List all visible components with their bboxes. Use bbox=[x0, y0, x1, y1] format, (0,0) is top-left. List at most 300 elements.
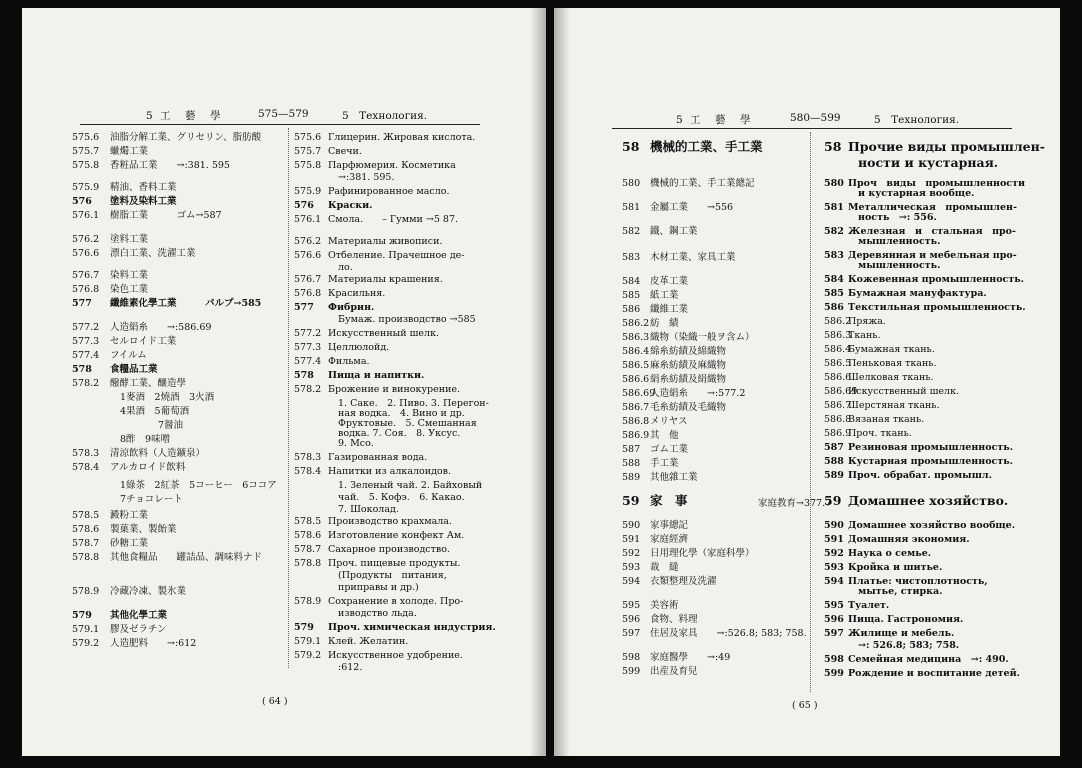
entry-number: 577.3 bbox=[72, 336, 100, 347]
entry-text: и кустарная вообще. bbox=[858, 188, 975, 199]
index-entry bbox=[622, 628, 807, 639]
header-ru-section: 5 Технология. bbox=[874, 114, 960, 126]
index-entry bbox=[72, 462, 185, 473]
entry-number: 575.9 bbox=[72, 182, 100, 193]
entry-number: 576.6 bbox=[294, 250, 322, 261]
index-entry bbox=[72, 378, 186, 389]
index-entry bbox=[72, 524, 177, 535]
entry-text: Кройка и шитье. bbox=[848, 562, 943, 573]
entry-text: 家庭教育→377.7 bbox=[758, 498, 832, 509]
index-entry bbox=[824, 456, 1013, 467]
entry-number: 578.3 bbox=[72, 448, 100, 459]
entry-text: 家事總記 bbox=[650, 520, 689, 531]
entry-text: Резиновая промышленность. bbox=[848, 442, 1013, 453]
entry-text: 紙工業 bbox=[650, 290, 679, 301]
entry-number: 577.4 bbox=[72, 350, 100, 361]
entry-number: 578.9 bbox=[72, 586, 100, 597]
index-entry bbox=[72, 132, 261, 143]
header-rule bbox=[612, 128, 1012, 129]
index-entry bbox=[294, 504, 399, 515]
entry-text: 冷藏冷凍、製氷業 bbox=[110, 586, 187, 597]
entry-number: 578 bbox=[72, 364, 92, 375]
entry-text: 7醤油 bbox=[120, 420, 184, 431]
entry-number: 596 bbox=[622, 614, 641, 625]
entry-text: Искусственный шелк. bbox=[328, 328, 440, 339]
entry-text: Фибрин. bbox=[328, 302, 375, 313]
entry-number: 578.4 bbox=[294, 466, 322, 477]
index-entry bbox=[72, 146, 148, 157]
entry-number: 583 bbox=[622, 252, 641, 263]
index-entry bbox=[824, 600, 889, 611]
entry-number: 586.9 bbox=[824, 428, 852, 439]
entry-text: Домашняя экономия. bbox=[848, 534, 970, 545]
entry-number: 578.3 bbox=[294, 452, 322, 463]
entry-text: Домашнее хозяйство вообще. bbox=[848, 520, 1016, 531]
header-jp-section: 5 工 藝 學 bbox=[676, 114, 753, 126]
entry-text: Клей. Желатин. bbox=[328, 636, 409, 647]
entry-text: 手工業 bbox=[650, 458, 679, 469]
index-entry bbox=[72, 284, 148, 295]
index-entry bbox=[294, 288, 385, 299]
entry-number: 595 bbox=[622, 600, 641, 611]
index-entry bbox=[294, 622, 496, 633]
entry-text: 住居及家具 →:526.8; 583; 758. bbox=[650, 628, 807, 639]
entry-number: 58 bbox=[824, 139, 842, 154]
entry-number: 585 bbox=[622, 290, 641, 301]
entry-number: 578.7 bbox=[72, 538, 100, 549]
entry-number: 586.69 bbox=[824, 386, 858, 397]
entry-number: 597 bbox=[622, 628, 641, 639]
entry-text: Кожевенная промышленность. bbox=[848, 274, 1024, 285]
entry-number: 584 bbox=[824, 274, 844, 285]
entry-text: 日用理化學（家庭科學） bbox=[650, 548, 755, 559]
index-entry bbox=[622, 600, 679, 611]
index-entry bbox=[622, 614, 698, 625]
column-divider bbox=[288, 128, 289, 668]
index-entry bbox=[294, 438, 374, 449]
entry-text: 1綠茶 2紅茶 5コーヒー 6ココア bbox=[120, 480, 277, 491]
index-entry bbox=[824, 358, 936, 369]
entry-number: 578.6 bbox=[294, 530, 322, 541]
entry-text: мытье, стирка. bbox=[858, 586, 943, 597]
entry-text: 8酢 9味噌 bbox=[120, 434, 171, 445]
index-entry bbox=[294, 570, 447, 581]
index-entry bbox=[294, 302, 374, 313]
entry-text: 紡 績 bbox=[650, 318, 679, 329]
entry-text: 9. Мсо. bbox=[338, 438, 374, 449]
entry-text: Краски. bbox=[328, 200, 373, 211]
entry-number: 582 bbox=[622, 226, 641, 237]
entry-number: 576.1 bbox=[72, 210, 100, 221]
entry-number: 586.4 bbox=[622, 346, 650, 357]
entry-number: 577 bbox=[72, 298, 92, 309]
index-entry bbox=[72, 586, 186, 597]
index-entry bbox=[824, 288, 987, 299]
entry-number: 576.7 bbox=[72, 270, 100, 281]
entry-number: 576 bbox=[72, 196, 92, 207]
entry-number: 586 bbox=[824, 302, 844, 313]
entry-text: Сахарное производство. bbox=[328, 544, 450, 555]
entry-number: 59 bbox=[824, 493, 842, 508]
entry-text: Металлическая промышлен- bbox=[848, 202, 1017, 213]
entry-text: Свечи. bbox=[328, 146, 362, 157]
index-entry bbox=[294, 558, 460, 569]
entry-text: Проч. химическая индустрия. bbox=[328, 622, 496, 633]
entry-number: 579.1 bbox=[294, 636, 322, 647]
header-ru-section: 5 Технология. bbox=[342, 110, 428, 122]
entry-text: Парфюмерия. Косметика bbox=[328, 160, 456, 171]
index-entry bbox=[622, 430, 679, 441]
index-entry bbox=[824, 470, 992, 481]
entry-number: 579 bbox=[72, 610, 92, 621]
entry-text: Отбеление. Прачешное де- bbox=[328, 250, 465, 261]
entry-number: 599 bbox=[824, 668, 844, 679]
index-entry bbox=[72, 392, 214, 403]
entry-number: 59 bbox=[622, 493, 640, 508]
header-range: 575—579 bbox=[258, 108, 309, 120]
index-entry bbox=[824, 414, 924, 425]
entry-number: 576.1 bbox=[294, 214, 322, 225]
index-entry bbox=[294, 250, 465, 261]
header-rule bbox=[80, 124, 480, 125]
index-entry bbox=[72, 434, 170, 445]
index-entry bbox=[294, 384, 460, 395]
index-entry bbox=[622, 548, 755, 559]
entry-text: 織物（染織一般ヲ含ム） bbox=[650, 332, 755, 343]
index-entry bbox=[294, 342, 389, 353]
entry-text: 家庭醫學 →:49 bbox=[650, 652, 731, 663]
index-entry bbox=[622, 444, 688, 455]
index-entry bbox=[72, 270, 148, 281]
entry-number: 578.6 bbox=[72, 524, 100, 535]
index-entry bbox=[294, 636, 408, 647]
index-entry bbox=[824, 628, 954, 639]
index-entry bbox=[824, 260, 940, 271]
index-entry bbox=[294, 662, 362, 673]
entry-number: 594 bbox=[622, 576, 641, 587]
spine-shadow bbox=[554, 8, 570, 756]
entry-text: чай. 5. Кофэ. 6. Какао. bbox=[338, 492, 465, 503]
entry-text: 塗料及染料工業 bbox=[110, 196, 177, 207]
entry-number: 587 bbox=[824, 442, 844, 453]
index-entry bbox=[294, 132, 475, 143]
entry-text: Газированная вода. bbox=[328, 452, 428, 463]
index-entry bbox=[72, 298, 261, 309]
index-entry bbox=[824, 156, 998, 170]
entry-number: 577.4 bbox=[294, 356, 322, 367]
entry-text: 油脂分解工業、グリセリン、脂肪酸 bbox=[110, 132, 262, 143]
index-entry bbox=[72, 494, 183, 505]
index-entry bbox=[72, 182, 177, 193]
index-entry bbox=[622, 666, 698, 677]
index-entry bbox=[824, 668, 1020, 679]
entry-number: 582 bbox=[824, 226, 844, 237]
entry-number: 575.8 bbox=[72, 160, 100, 171]
entry-number: 598 bbox=[824, 654, 844, 665]
index-entry bbox=[824, 372, 934, 383]
entry-text: 其他雜工業 bbox=[650, 472, 698, 483]
index-entry bbox=[72, 638, 196, 649]
entry-text: Жилище и мебель. bbox=[848, 628, 955, 639]
entry-number: 576.2 bbox=[72, 234, 100, 245]
entry-text: 樹脂工業 ゴム→587 bbox=[110, 210, 222, 221]
entry-number: 586.6 bbox=[622, 374, 650, 385]
index-entry bbox=[824, 586, 942, 597]
index-entry bbox=[622, 202, 733, 213]
entry-text: Материалы крашения. bbox=[328, 274, 443, 285]
entry-text: 金屬工業 →556 bbox=[650, 202, 734, 213]
entry-number: 598 bbox=[622, 652, 641, 663]
entry-number: 586.8 bbox=[824, 414, 852, 425]
entry-number: 578.2 bbox=[294, 384, 322, 395]
entry-number: 575.9 bbox=[294, 186, 322, 197]
index-entry bbox=[294, 452, 427, 463]
index-entry bbox=[622, 140, 763, 154]
index-entry bbox=[824, 188, 974, 199]
index-entry bbox=[824, 330, 880, 341]
entry-text: Пища. Гастрономия. bbox=[848, 614, 964, 625]
entry-number: 575.6 bbox=[294, 132, 322, 143]
entry-text: Проч. пищевые продукты. bbox=[328, 558, 461, 569]
index-entry bbox=[72, 406, 189, 417]
entry-number: 593 bbox=[622, 562, 641, 573]
index-entry bbox=[622, 494, 688, 508]
index-entry bbox=[622, 290, 679, 301]
entry-text: 食糧品工業 bbox=[110, 364, 158, 375]
index-entry bbox=[824, 494, 1008, 508]
index-entry bbox=[72, 480, 277, 491]
entry-text: 毛糸紡績及毛織物 bbox=[650, 402, 727, 413]
column-divider bbox=[810, 132, 811, 692]
entry-text: 其他化學工業 bbox=[110, 610, 168, 621]
entry-number: 578.9 bbox=[294, 596, 322, 607]
entry-text: 染色工業 bbox=[110, 284, 149, 295]
entry-text: 絹糸紡績及絹織物 bbox=[650, 374, 727, 385]
entry-text: Текстильная промышленность. bbox=[848, 302, 1026, 313]
index-entry bbox=[824, 534, 970, 545]
entry-text: フイルム bbox=[110, 350, 147, 361]
entry-text: 鐵、鋼工業 bbox=[650, 226, 698, 237]
entry-text: ная водка. 4. Вино и др. bbox=[338, 408, 465, 419]
index-entry bbox=[294, 530, 464, 541]
index-entry bbox=[824, 302, 1026, 313]
entry-text: Бумажная мануфактура. bbox=[848, 288, 987, 299]
entry-number: 581 bbox=[824, 202, 844, 213]
entry-text: ность →: 556. bbox=[858, 212, 937, 223]
index-entry bbox=[294, 608, 417, 619]
entry-number: 577.3 bbox=[294, 342, 322, 353]
index-entry bbox=[72, 624, 167, 635]
entry-number: 575.7 bbox=[72, 146, 100, 157]
index-entry bbox=[294, 370, 424, 381]
entry-text: ло. bbox=[338, 262, 353, 273]
entry-text: Платье: чистоплотность, bbox=[848, 576, 988, 587]
entry-number: 599 bbox=[622, 666, 641, 677]
entry-text: セルロイド工業 bbox=[110, 336, 177, 347]
entry-number: 586.69 bbox=[622, 388, 656, 399]
index-entry bbox=[622, 402, 726, 413]
entry-number: 586.9 bbox=[622, 430, 650, 441]
entry-number: 578.4 bbox=[72, 462, 100, 473]
entry-text: мышленность. bbox=[858, 260, 941, 271]
entry-number: 590 bbox=[622, 520, 641, 531]
left-page bbox=[22, 8, 546, 756]
entry-text: 蠟燭工業 bbox=[110, 146, 149, 157]
entry-text: 7. Шоколад. bbox=[338, 504, 399, 515]
entry-text: 人造肥料 →:612 bbox=[110, 638, 197, 649]
index-entry bbox=[72, 552, 262, 563]
entry-number: 586.4 bbox=[824, 344, 852, 355]
entry-number: 586.6 bbox=[824, 372, 852, 383]
entry-number: 578.5 bbox=[294, 516, 322, 527]
entry-number: 584 bbox=[622, 276, 641, 287]
entry-number: 588 bbox=[824, 456, 844, 467]
index-entry bbox=[294, 160, 456, 171]
entry-text: 7チョコレート bbox=[120, 494, 183, 505]
entry-text: Бумаж. производство →585 bbox=[338, 314, 476, 325]
entry-text: Рождение и воспитание детей. bbox=[848, 668, 1020, 679]
index-entry bbox=[824, 140, 1045, 154]
index-entry bbox=[824, 236, 940, 247]
index-entry bbox=[72, 610, 167, 621]
entry-text: メリヤス bbox=[650, 416, 688, 427]
entry-number: 579.2 bbox=[294, 650, 322, 661]
entry-number: 586.3 bbox=[622, 332, 650, 343]
index-entry bbox=[294, 200, 372, 211]
entry-text: :612. bbox=[338, 662, 363, 673]
entry-text: Искусственный шелк. bbox=[848, 386, 960, 397]
index-entry bbox=[824, 614, 963, 625]
entry-number: 575.8 bbox=[294, 160, 322, 171]
entry-number: 576.8 bbox=[72, 284, 100, 295]
entry-text: Рафинированное масло. bbox=[328, 186, 450, 197]
entry-number: 593 bbox=[824, 562, 844, 573]
entry-number: 597 bbox=[824, 628, 844, 639]
index-entry bbox=[824, 562, 942, 573]
index-entry bbox=[294, 480, 482, 491]
index-entry bbox=[824, 316, 886, 327]
index-entry bbox=[622, 374, 726, 385]
entry-text: Брожение и винокурение. bbox=[328, 384, 461, 395]
entry-number: 577 bbox=[294, 302, 314, 313]
entry-number: 587 bbox=[622, 444, 641, 455]
entry-number: 579.1 bbox=[72, 624, 100, 635]
entry-text: 食物、料理 bbox=[650, 614, 698, 625]
entry-text: 木材工業、家具工業 bbox=[650, 252, 736, 263]
entry-text: Вязаная ткань. bbox=[848, 414, 925, 425]
index-entry bbox=[294, 492, 465, 503]
entry-text: 裁 縫 bbox=[650, 562, 679, 573]
entry-number: 583 bbox=[824, 250, 844, 261]
entry-text: Пеньковая ткань. bbox=[848, 358, 937, 369]
index-entry bbox=[294, 466, 451, 477]
entry-text: →:381. 595. bbox=[338, 172, 395, 183]
index-entry bbox=[622, 178, 755, 189]
entry-number: 585 bbox=[824, 288, 844, 299]
index-entry bbox=[720, 498, 831, 509]
entry-number: 579.2 bbox=[72, 638, 100, 649]
entry-text: Проч. ткань. bbox=[848, 428, 912, 439]
index-entry bbox=[622, 226, 698, 237]
index-entry bbox=[824, 640, 959, 651]
entry-text: 清涼飲料（人造鑛泉） bbox=[110, 448, 206, 459]
entry-text: Семейная медицина →: 490. bbox=[848, 654, 1009, 665]
entry-text: ゴム工業 bbox=[650, 444, 689, 455]
entry-text: (Продукты питания, bbox=[338, 570, 447, 581]
entry-number: 578.7 bbox=[294, 544, 322, 555]
entry-text: Фруктовые. 5. Смешанная bbox=[338, 418, 477, 429]
entry-text: 醱酵工業、釀造學 bbox=[110, 378, 187, 389]
entry-text: Бумажная ткань. bbox=[848, 344, 935, 355]
entry-text: Туалет. bbox=[848, 600, 890, 611]
index-entry bbox=[294, 314, 476, 325]
index-entry bbox=[294, 186, 449, 197]
entry-number: 580 bbox=[622, 178, 641, 189]
entry-text: 1. Зеленый чай. 2. Байховый bbox=[338, 480, 483, 491]
entry-text: Проч. обрабат. промышл. bbox=[848, 470, 992, 481]
entry-number: 591 bbox=[622, 534, 641, 545]
index-entry bbox=[72, 322, 211, 333]
index-entry bbox=[824, 442, 1013, 453]
entry-text: Шерстяная ткань. bbox=[848, 400, 940, 411]
entry-text: Смола. – Гумми →5 87. bbox=[328, 214, 459, 225]
entry-text: 其 他 bbox=[650, 430, 679, 441]
entry-number: 586 bbox=[622, 304, 641, 315]
entry-text: 出産及育兒 bbox=[650, 666, 698, 677]
index-entry bbox=[622, 416, 688, 427]
index-entry bbox=[294, 262, 353, 273]
index-entry bbox=[824, 520, 1015, 531]
entry-text: Ткань. bbox=[848, 330, 881, 341]
entry-number: 586.5 bbox=[622, 360, 650, 371]
entry-text: Наука о семье. bbox=[848, 548, 932, 559]
entry-text: ности и кустарная. bbox=[858, 155, 999, 170]
index-entry bbox=[294, 650, 463, 661]
index-entry bbox=[622, 652, 730, 663]
entry-text: 家 事 bbox=[650, 493, 688, 508]
index-entry bbox=[622, 332, 755, 343]
entry-text: 膠及ゼラチン bbox=[110, 624, 167, 635]
entry-number: 592 bbox=[622, 548, 641, 559]
entry-number: 589 bbox=[824, 470, 844, 481]
index-entry bbox=[824, 344, 935, 355]
entry-number: 586.3 bbox=[824, 330, 852, 341]
index-entry bbox=[72, 196, 177, 207]
index-entry bbox=[622, 346, 726, 357]
entry-text: アルカロイド飲料 bbox=[110, 462, 186, 473]
index-entry bbox=[622, 318, 679, 329]
index-entry bbox=[824, 400, 940, 411]
index-entry bbox=[294, 516, 452, 527]
entry-number: 595 bbox=[824, 600, 844, 611]
entry-text: 澱粉工業 bbox=[110, 510, 149, 521]
index-entry bbox=[294, 328, 439, 339]
entry-text: 纖維素化學工業 パルプ→585 bbox=[110, 298, 262, 309]
entry-number: 576.7 bbox=[294, 274, 322, 285]
entry-text: 4果酒 5葡萄酒 bbox=[120, 406, 190, 417]
entry-text: Кустарная промышленность. bbox=[848, 456, 1013, 467]
index-entry bbox=[294, 214, 458, 225]
entry-text: Домашнее хозяйство. bbox=[848, 493, 1009, 508]
entry-number: 576 bbox=[294, 200, 314, 211]
entry-text: водка. 7. Соя. 8. Уксус. bbox=[338, 428, 461, 439]
entry-text: 衣類整理及洗濯 bbox=[650, 576, 717, 587]
index-entry bbox=[72, 420, 183, 431]
index-entry bbox=[72, 350, 147, 361]
index-entry bbox=[294, 582, 419, 593]
entry-text: Железная и стальная про- bbox=[848, 226, 1016, 237]
entry-text: 1. Саке. 2. Пиво. 3. Перегон- bbox=[338, 398, 489, 409]
